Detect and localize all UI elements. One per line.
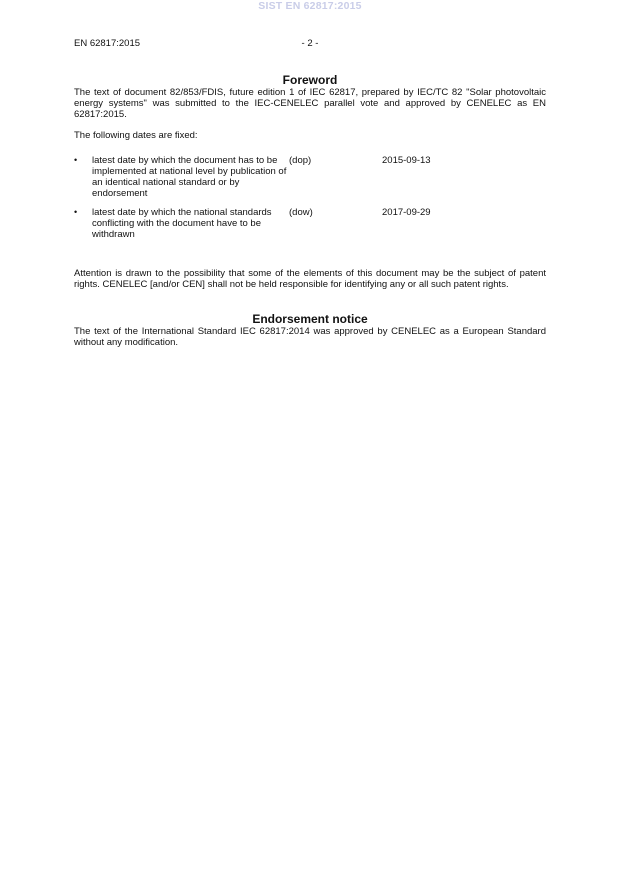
patent-attention-paragraph: Attention is drawn to the possibility that some of the elements of this document may be the subject of patent rights. CENELEC [and/or CEN] shall not be held responsible for identifying any or all such patent rights.	[74, 268, 546, 290]
foreword-title: Foreword	[282, 73, 338, 87]
date-description: latest date by which the document has to be implemented at national level by publication of an identical national standard or by endorsement	[92, 155, 287, 199]
dates-list	[74, 155, 546, 240]
endorsement-paragraph: The text of the International Standard IEC 62817:2014 was approved by CENELEC as a European Standard without any modification.	[74, 326, 546, 348]
bullet-icon: •	[74, 207, 78, 217]
foreword-paragraph: The text of document 82/853/FDIS, future edition 1 of IEC 62817, prepared by IEC/TC 82 "Solar photovoltaic energy systems" was submitted to the IEC-CENELEC parallel vote and approved by CENELEC as EN 62817:2015.	[74, 87, 546, 120]
dates-intro: The following dates are fixed:	[74, 130, 198, 141]
endorsement-title: Endorsement notice	[252, 312, 368, 326]
bullet-icon: •	[74, 155, 78, 165]
date-description: latest date by which the national standards conflicting with the document have to be withdrawn	[92, 207, 272, 240]
date-code: (dow)	[289, 207, 313, 218]
page-content	[74, 73, 546, 348]
document-id: EN 62817:2015	[74, 38, 141, 49]
date-row-dow	[74, 207, 546, 240]
watermark: SIST EN 62817:2015	[258, 0, 362, 12]
date-code: (dop)	[289, 155, 312, 166]
date-row-dop	[74, 155, 546, 199]
page-number: - 2 -	[301, 38, 319, 49]
date-value: 2015-09-13	[382, 155, 431, 166]
date-value: 2017-09-29	[382, 207, 431, 218]
